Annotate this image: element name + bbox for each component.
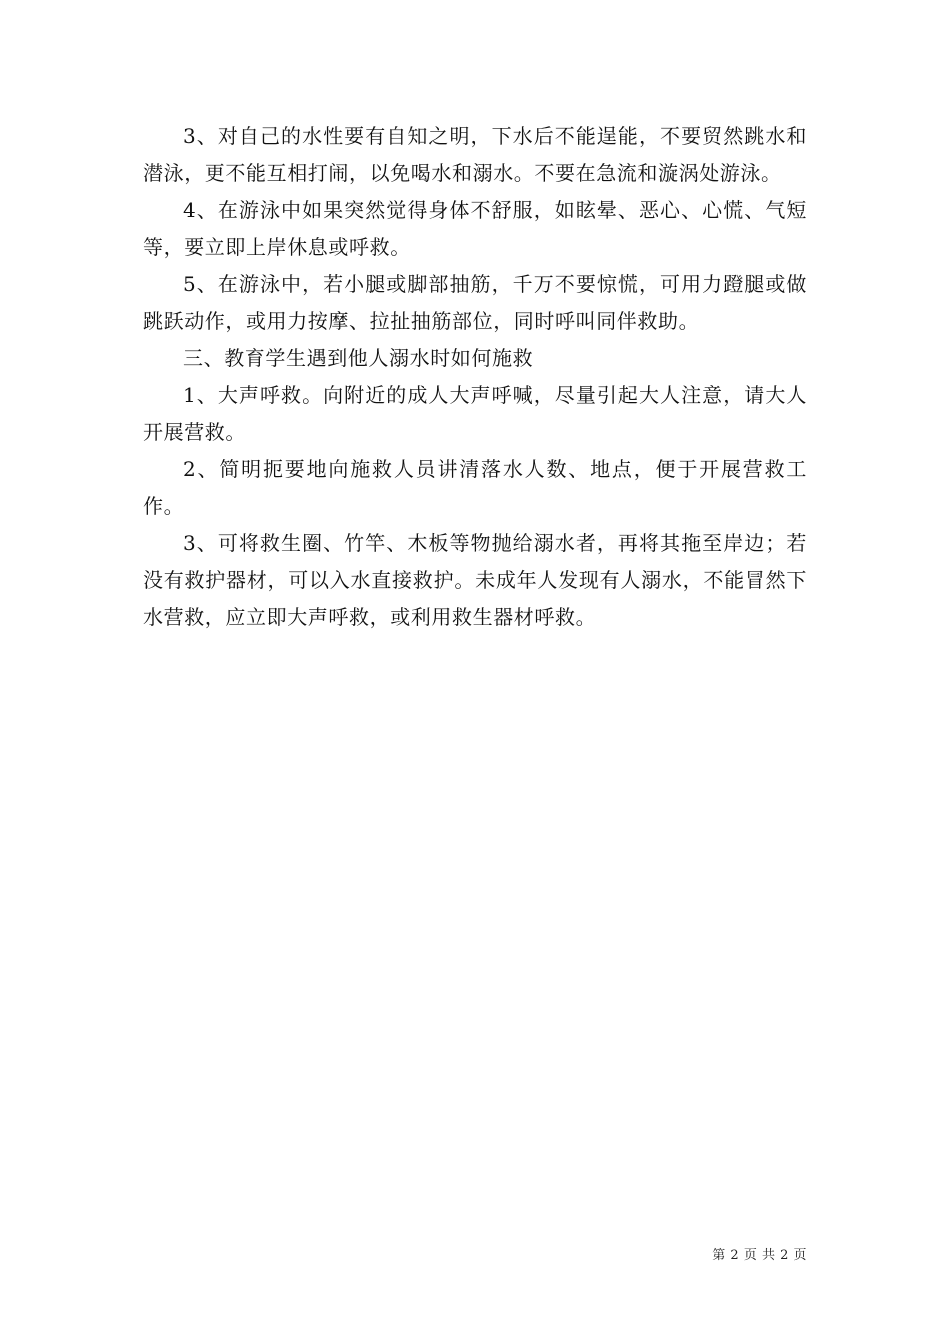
section-heading-rescue: 三、教育学生遇到他人溺水时如何施救	[183, 346, 534, 370]
paragraph-report-details: 2、简明扼要地向施救人员讲清落水人数、地点，便于开展营救工作。	[143, 457, 807, 518]
document-body	[143, 118, 807, 636]
paragraph-feeling-unwell: 4、在游泳中如果突然觉得身体不舒服，如眩晕、恶心、心慌、气短等，要立即上岸休息或呼救。	[143, 198, 807, 259]
page-number-footer: 第 2 页 共 2 页	[712, 1248, 807, 1263]
paragraph-cramp: 5、在游泳中，若小腿或脚部抽筋，千万不要惊慌，可用力蹬腿或做跳跃动作，或用力按摩、拉扯抽筋部位，同时呼叫同伴救助。	[143, 272, 807, 333]
paragraph-swimming-self-awareness: 3、对自己的水性要有自知之明，下水后不能逞能，不要贸然跳水和潜泳，更不能互相打闹，以免喝水和溺水。不要在急流和漩涡处游泳。	[143, 124, 807, 185]
paragraph-rescue-tools: 3、可将救生圈、竹竿、木板等物抛给溺水者，再将其拖至岸边；若没有救护器材，可以入水直接救护。未成年人发现有人溺水，不能冒然下水营救，应立即大声呼救，或利用救生器材呼救。	[143, 531, 807, 629]
paragraph-call-for-help: 1、大声呼救。向附近的成人大声呼喊，尽量引起大人注意，请大人开展营救。	[143, 383, 807, 444]
